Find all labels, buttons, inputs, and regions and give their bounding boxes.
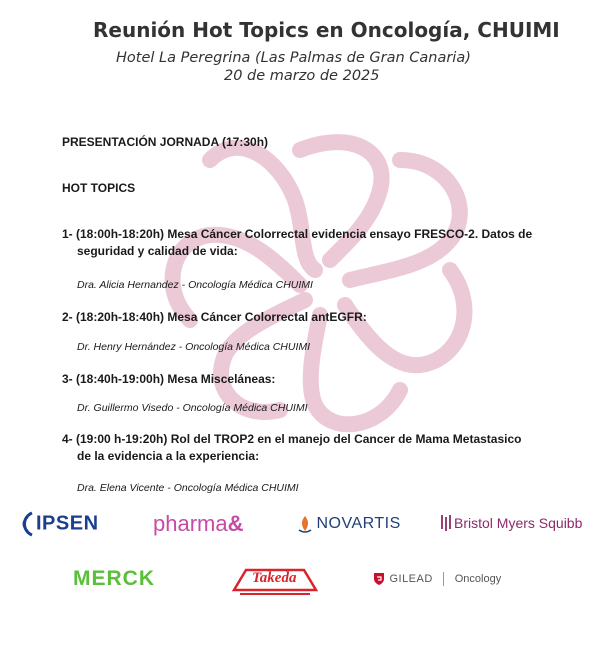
gilead-shield-icon — [373, 572, 385, 586]
takeda-wordmark: Takeda — [252, 570, 297, 586]
agenda-item-1-speaker: Dra. Alicia Hernandez - Oncología Médica CHUIMI — [77, 279, 313, 291]
section-hot-topics: HOT TOPICS — [62, 181, 136, 195]
pharma-wordmark: pharma — [153, 511, 228, 536]
bms-logo — [440, 513, 582, 533]
agenda-item-4 — [62, 431, 552, 465]
novartis-flame-icon — [298, 515, 312, 533]
novartis-wordmark: NOVARTIS — [316, 515, 401, 532]
bms-wordmark: Bristol Myers Squibb — [454, 515, 583, 531]
gilead-wordmark: GILEAD — [389, 572, 433, 585]
agenda-item-4-speaker: Dra. Elena Vicente - Oncología Médica CHUIMI — [77, 482, 299, 494]
agenda-item-4-line2: de la evidencia a la experiencia: — [77, 449, 260, 463]
agenda-item-2-line1: 2- (18:20h-18:40h) Mesa Cáncer Colorrectal antEGFR: — [62, 310, 367, 324]
agenda-item-3-line1: 3- (18:40h-19:00h) Mesa Misceláneas: — [62, 372, 276, 386]
merck-logo — [73, 567, 155, 591]
agenda-item-4-line1: 4- (19:00 h-19:20h) Rol del TROP2 en el manejo del Cancer de Mama Metastasico — [62, 432, 522, 446]
gilead-division: Oncology — [454, 572, 502, 585]
venue: Hotel La Peregrina (Las Palmas de Gran Canaria) — [116, 50, 471, 66]
page-title: Reunión Hot Topics en Oncología, CHUIMI — [93, 18, 560, 42]
agenda-item-1-line2: seguridad y calidad de vida: — [77, 244, 238, 258]
bms-mark-icon — [440, 513, 454, 533]
agenda-item-2 — [62, 309, 552, 326]
takeda-logo — [230, 564, 320, 601]
agenda-item-2-speaker: Dr. Henry Hernández - Oncología Médica CHUIMI — [77, 341, 311, 353]
ampersand-icon: & — [227, 511, 244, 536]
event-date: 20 de marzo de 2025 — [224, 68, 380, 84]
pharma-and-logo — [153, 511, 243, 537]
ipsen-wordmark: IPSEN — [36, 512, 99, 535]
agenda-item-1 — [62, 226, 552, 260]
section-presentation: PRESENTACIÓN JORNADA (17:30h) — [62, 135, 269, 149]
ipsen-logo — [18, 511, 99, 537]
agenda-item-3-speaker: Dr. Guillermo Visedo - Oncología Médica CHUIMI — [77, 402, 308, 414]
gilead-logo — [373, 570, 501, 588]
merck-wordmark: MERCK — [73, 567, 155, 590]
novartis-logo — [298, 515, 401, 533]
agenda-item-1-line1: 1- (18:00h-18:20h) Mesa Cáncer Colorrectal evidencia ensayo FRESCO-2. Datos de — [62, 227, 533, 241]
agenda-item-3 — [62, 371, 552, 388]
logo-divider — [443, 572, 444, 586]
ipsen-mark-icon — [18, 511, 36, 537]
